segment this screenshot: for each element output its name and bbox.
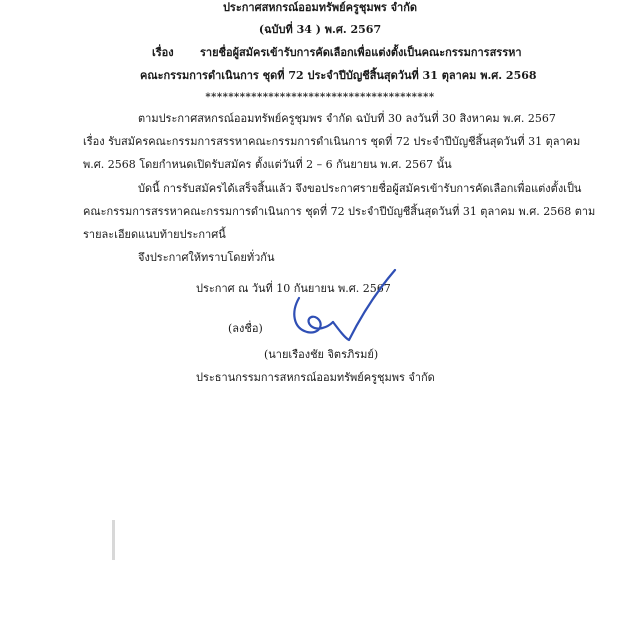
signatory-name: (นายเรืองชัย จิตรภิรมย์) — [264, 348, 379, 361]
announcement-title: ประกาศสหกรณ์ออมทรัพย์ครูชุมพร จำกัด — [222, 1, 418, 14]
separator-line: **************************************** — [205, 92, 435, 103]
paragraph-1-line-1: ตามประกาศสหกรณ์ออมทรัพย์ครูชุมพร จำกัด ฉบับที่ 30 ลงวันที่ 30 สิงหาคม พ.ศ. 2567 — [138, 112, 556, 125]
signatory-position: ประธานกรรมการสหกรณ์ออมทรัพย์ครูชุมพร จำกัด — [196, 371, 435, 384]
scan-edge-mark — [112, 520, 115, 560]
paragraph-2-line-2: คณะกรรมการสรรหาคณะกรรมการดำเนินการ ชุดที่ 72 ประจำปีบัญชีสิ้นสุดวันที่ 31 ตุลาคม พ.ศ. 2568 ตาม — [83, 205, 596, 218]
paragraph-2-line-3: รายละเอียดแนบท้ายประกาศนี้ — [83, 228, 226, 241]
signature-label: (ลงชื่อ) — [228, 322, 263, 335]
announcement-number: (ฉบับที่ 34 ) พ.ศ. 2567 — [258, 23, 382, 36]
signature-stroke-tail — [333, 270, 395, 340]
subject-line-1: รายชื่อผู้สมัครเข้ารับการคัดเลือกเพื่อแต่งตั้งเป็นคณะกรรมการสรรหา — [200, 46, 522, 59]
announcement-date: ประกาศ ณ วันที่ 10 กันยายน พ.ศ. 2567 — [196, 282, 391, 295]
subject-label: เรื่อง — [152, 46, 174, 59]
signature-stroke-loop — [294, 298, 333, 333]
handwritten-signature — [285, 268, 405, 348]
closing-statement: จึงประกาศให้ทราบโดยทั่วกัน — [138, 251, 275, 264]
paragraph-2-line-1: บัดนี้ การรับสมัครได้เสร็จสิ้นแล้ว จึงขอประกาศรายชื่อผู้สมัครเข้ารับการคัดเลือกเพื่อแต่งตั้งเป็น — [138, 182, 582, 195]
paragraph-1-line-2: เรื่อง รับสมัครคณะกรรมการสรรหาคณะกรรมการดำเนินการ ชุดที่ 72 ประจำปีบัญชีสิ้นสุดวันที่ 31 ตุลาคม — [83, 135, 581, 148]
paragraph-1-line-3: พ.ศ. 2568 โดยกำหนดเปิดรับสมัคร ตั้งแต่วันที่ 2 – 6 กันยายน พ.ศ. 2567 นั้น — [83, 158, 452, 171]
subject-line-2: คณะกรรมการดำเนินการ ชุดที่ 72 ประจำปีบัญชีสิ้นสุดวันที่ 31 ตุลาคม พ.ศ. 2568 — [140, 69, 537, 82]
